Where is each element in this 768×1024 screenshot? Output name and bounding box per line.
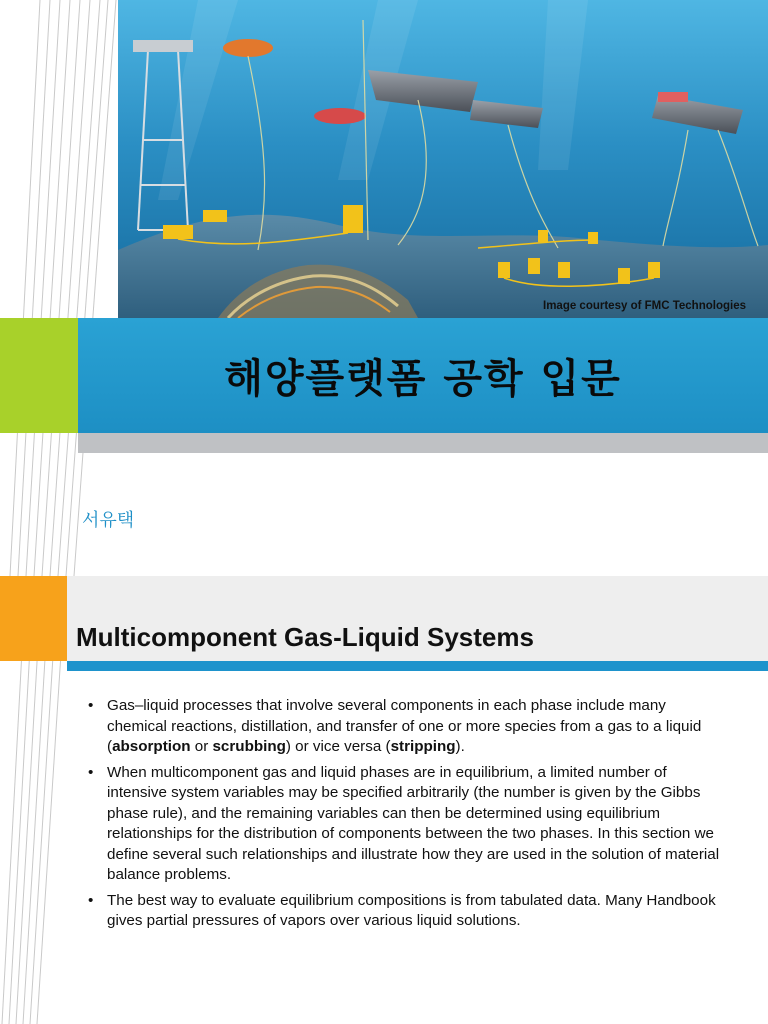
author-name: 서유택 [82, 510, 135, 531]
decorative-stripes [0, 0, 118, 576]
bullet-text: When multicomponent gas and liquid phases are in equilibrium, a limited number of intensive system variables may be specified arbitrarily (the number is given by the Gibbs phase rule), and the remaining variables can then be determined using equilibrium relationships for the distribution of components between the two phases. In this section we define several such relationships and illustrate how they are used in the solution of material balance problems. [107, 763, 720, 883]
accent-bar-green [0, 318, 78, 433]
bullet-text: Gas–liquid processes that involve several components in each phase include many chemical reactions, distillation, and transfer of one or more species from a gas to a liquid ( [107, 697, 702, 755]
bullet-text: The best way to evaluate equilibrium compositions is from tabulated data. Many Handbook gives partial pressures of vapors over various liquid solutions. [107, 891, 716, 929]
content-slide [0, 576, 768, 1024]
title-underline [67, 661, 768, 671]
bullet-list [88, 696, 728, 937]
bold-term: stripping [390, 738, 456, 755]
slide-title: 해양플랫폼 공학 입문 [224, 356, 622, 402]
accent-bar-orange [0, 576, 67, 661]
bullet-text: or [190, 738, 213, 755]
bold-term: absorption [112, 738, 191, 755]
bullet-item [88, 763, 728, 886]
bullet-text: ). [455, 738, 465, 755]
bold-term: scrubbing [212, 738, 286, 755]
bullet-text: ) or vice versa ( [285, 738, 391, 755]
subsea-field-illustration [118, 0, 768, 318]
image-credit: Image courtesy of FMC Technologies [543, 300, 746, 312]
bullet-item [88, 696, 728, 758]
bullet-item [88, 891, 728, 932]
slide-title: Multicomponent Gas-Liquid Systems [76, 622, 534, 652]
title-band-shadow [78, 433, 768, 453]
